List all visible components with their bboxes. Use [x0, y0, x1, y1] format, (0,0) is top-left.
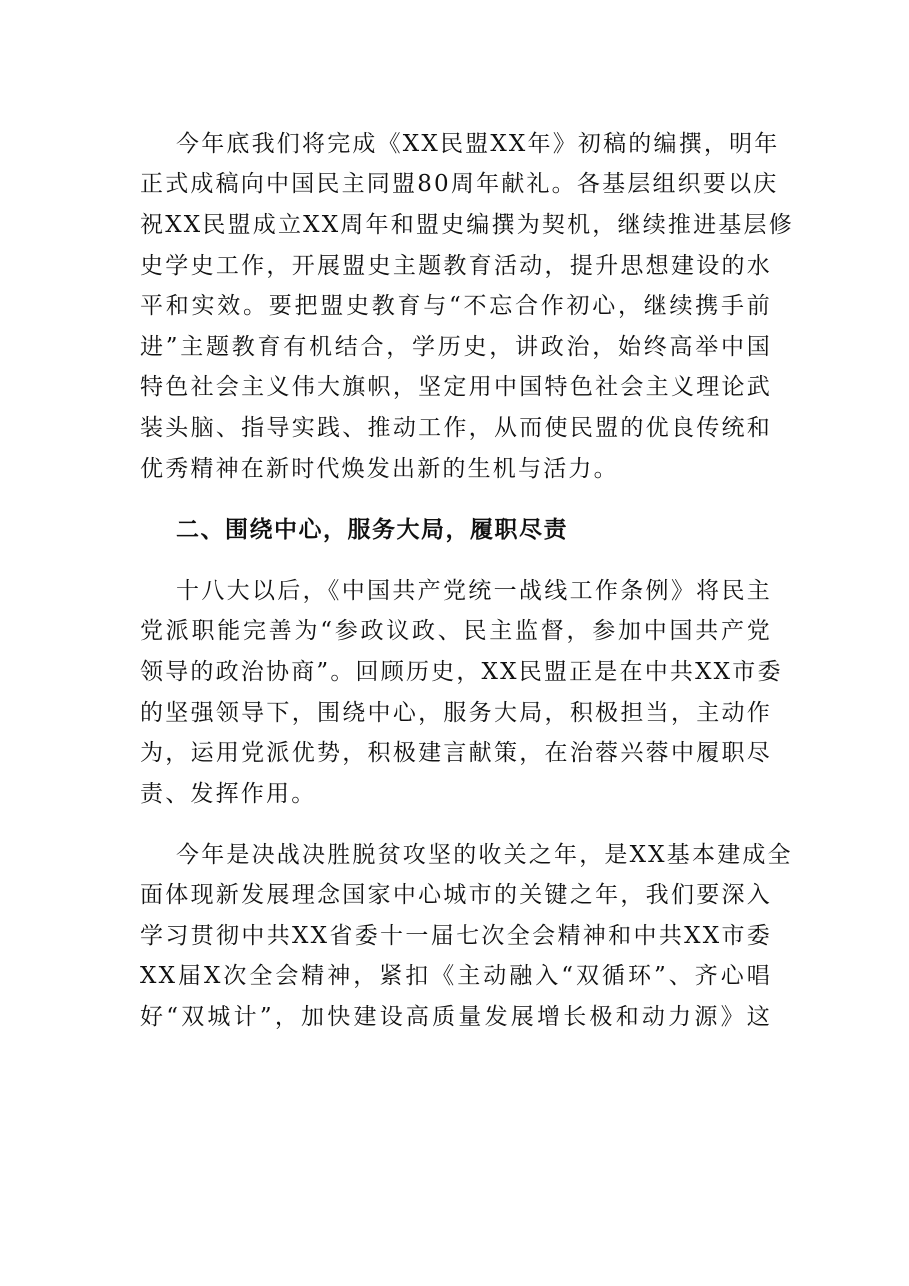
paragraph-1-line-8: 装头脑、指导实践、推动工作，从而使民盟的优良传统和 [140, 415, 772, 441]
paragraph-2-line-1: 十八大以后，《中国共产党统一战线工作条例》将民主 [176, 578, 772, 604]
paragraph-1-line-5: 平和实效。要把盟史教育与“不忘合作初心，继续携手前 [140, 293, 772, 319]
paragraph-3-line-5: 好“双城计”，加快建设高质量发展增长极和动力源》这 [140, 1004, 772, 1030]
paragraph-1-line-1: 今年底我们将完成《XX民盟XX年》初稿的编撰，明年 [176, 131, 780, 157]
paragraph-3-line-2: 面体现新发展理念国家中心城市的关键之年，我们要深入 [140, 882, 772, 908]
paragraph-1-line-6: 进”主题教育有机结合，学历史，讲政治，始终高举中国 [140, 334, 772, 360]
paragraph-3-line-4: XX届X次全会精神，紧扣《主动融入“双循环”、齐心唱 [140, 963, 772, 989]
paragraph-2-line-2: 党派职能完善为“参政议政、民主监督，参加中国共产党 [140, 618, 772, 644]
paragraph-1-line-2: 正式成稿向中国民主同盟80周年献礼。各基层组织要以庆 [140, 171, 779, 197]
paragraph-3-line-3: 学习贯彻中共XX省委十一届七次全会精神和中共XX市委 [140, 923, 772, 949]
paragraph-2-line-4: 的坚强领导下，围绕中心，服务大局，积极担当，主动作 [140, 700, 772, 726]
paragraph-2-line-5: 为，运用党派优势，积极建言献策，在治蓉兴蓉中履职尽 [140, 740, 772, 766]
paragraph-2-line-6: 责、发挥作用。 [140, 781, 317, 807]
paragraph-1-line-3: 祝XX民盟成立XX周年和盟史编撰为契机，继续推进基层修 [140, 212, 794, 238]
paragraph-2-line-3: 领导的政治协商”。回顾历史，XX民盟正是在中共XX市委 [140, 659, 783, 685]
paragraph-1-line-4: 史学史工作，开展盟史主题教育活动，提升思想建设的水 [140, 253, 772, 279]
paragraph-1-line-9: 优秀精神在新时代焕发出新的生机与活力。 [140, 456, 619, 482]
paragraph-1-line-7: 特色社会主义伟大旗帜，坚定用中国特色社会主义理论武 [140, 374, 772, 400]
section-heading: 二、围绕中心，服务大局，履职尽责 [176, 517, 568, 543]
paragraph-3-line-1: 今年是决战决胜脱贫攻坚的收关之年，是XX基本建成全 [176, 842, 793, 868]
